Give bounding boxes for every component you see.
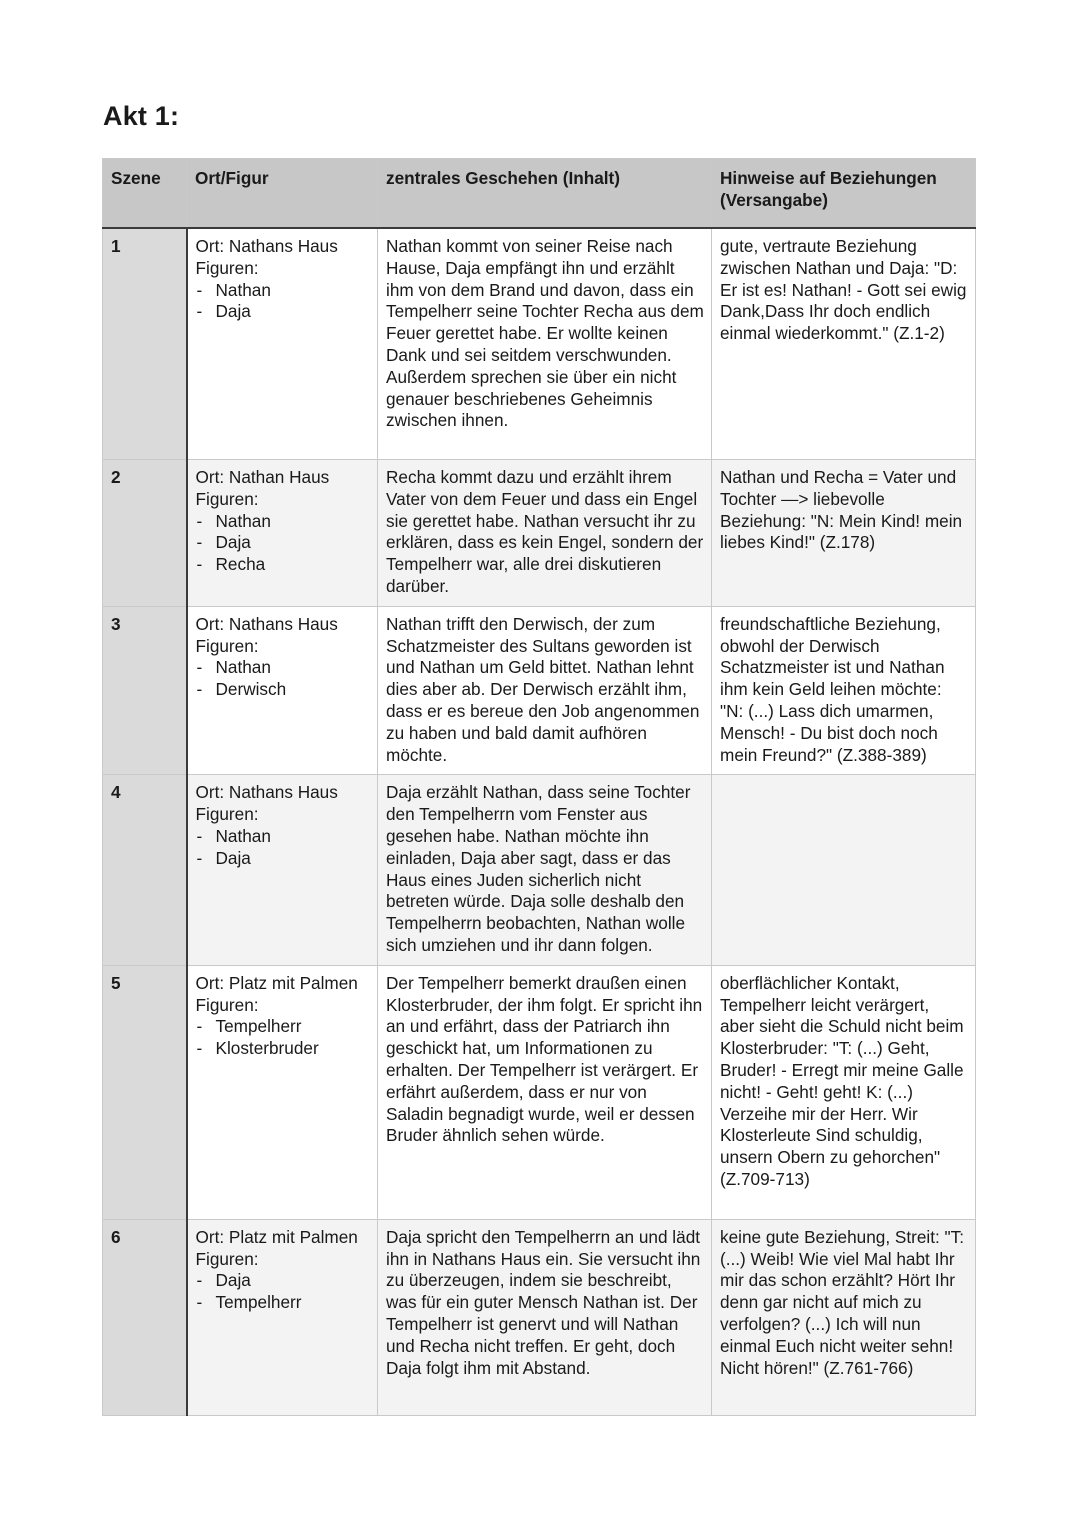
ort-figur-cell <box>187 228 378 460</box>
figuren-label: Figuren: <box>195 994 259 1015</box>
figuren-label: Figuren: <box>195 257 259 278</box>
inhalt-cell: Nathan kommt von seiner Reise nach Hause, Daja empfängt ihn und erzählt ihm von dem Brand und davon, dass ein Tempelherr seine Tochter Recha aus dem Feuer gerettet habe. Er wollte keinen Dank und sei seitdem verschwunden. Außerdem sprechen sie über ein nicht genauer beschriebenes Geheimnis zwischen ihnen. <box>378 228 712 460</box>
beziehung-cell <box>712 775 976 965</box>
beziehung-cell: oberflächlicher Kontakt, Tempelherr leicht verärgert, aber sieht die Schuld nicht beim Klosterbruder: "T: (...) Geht, Bruder! - Erregt mir meine Galle nicht! - Geht! geht! K: (...) Verzeihe mir der Herr. Wir Klosterleute Sind schuldig, unsern Obern zu gehorchen" (Z.709-713) <box>712 965 976 1219</box>
scene-number: 5 <box>103 965 187 1219</box>
figuren-list <box>196 280 371 324</box>
figuren-list <box>196 1016 371 1060</box>
table-row <box>103 1219 976 1415</box>
table-row <box>103 775 976 965</box>
figuren-list <box>196 826 371 870</box>
figuren-list <box>196 1270 371 1314</box>
beziehung-cell: gute, vertraute Beziehung zwischen Nathan und Daja: "D: Er ist es! Nathan! - Gott sei ewig Dank,Dass Ihr doch endlich einmal wiederkommt." (Z.1-2) <box>712 228 976 460</box>
table-row <box>103 965 976 1219</box>
figuren-label: Figuren: <box>195 488 259 509</box>
figuren-label: Figuren: <box>195 635 259 656</box>
figur-item: - Daja <box>196 532 371 554</box>
inhalt-cell: Recha kommt dazu und erzählt ihrem Vater von dem Feuer und dass ein Engel sie gerettet habe. Nathan versucht ihr zu erklären, dass es kein Engel, sondern der Tempelherr war, alle drei diskutieren darüber. <box>378 460 712 607</box>
figur-item: - Tempelherr <box>196 1292 371 1314</box>
ort-label: Ort: Nathans Haus <box>195 613 338 634</box>
figur-item: - Nathan <box>196 511 371 533</box>
inhalt-cell: Daja spricht den Tempelherrn an und lädt ihn in Nathans Haus ein. Sie versucht ihn zu überzeugen, indem sie beschreibt, was für ein guter Mensch Nathan ist. Der Tempelherr ist genervt und will Nathan und Recha nicht treffen. Er geht, doch Daja folgt ihm mit Abstand. <box>378 1219 712 1415</box>
table-row <box>103 228 976 460</box>
header-inhalt: zentrales Geschehen (Inhalt) <box>378 159 712 229</box>
ort-figur-cell <box>187 606 378 775</box>
figuren-label: Figuren: <box>195 1248 259 1269</box>
figur-item: - Tempelherr <box>196 1016 371 1038</box>
figur-item: - Derwisch <box>196 679 371 701</box>
inhalt-cell: Daja erzählt Nathan, dass seine Tochter den Tempelherrn vom Fenster aus gesehen habe. Nathan möchte ihn einladen, Daja aber sagt, dass er das Haus eines Juden sicherlich nicht betreten würde. Daja solle deshalb den Tempelherrn beobachten, Nathan wolle sich umziehen und ihr dann folgen. <box>378 775 712 965</box>
header-szene: Szene <box>103 159 187 229</box>
ort-label: Ort: Nathans Haus <box>195 236 338 256</box>
page-title: Akt 1: <box>103 101 180 131</box>
scene-number: 4 <box>103 775 187 965</box>
ort-label: Ort: Nathans Haus <box>195 782 338 803</box>
header-beziehungen: Hinweise auf Beziehungen (Versangabe) <box>712 159 976 229</box>
ort-figur-cell <box>187 775 378 965</box>
table-row <box>103 460 976 607</box>
scene-number: 1 <box>103 228 187 460</box>
figur-item: - Nathan <box>196 657 371 679</box>
inhalt-cell: Nathan trifft den Derwisch, der zum Schatzmeister des Sultans geworden ist und Nathan um Geld bittet. Nathan lehnt dies aber ab. Der Derwisch erzählt ihm, dass er es bereue den Job angenommen zu haben und bald damit aufhören möchte. <box>378 606 712 775</box>
table-row <box>103 606 976 775</box>
beziehung-cell: keine gute Beziehung, Streit: "T: (...) Weib! Wie viel Mal habt Ihr mir das schon erzählt? Hört Ihr denn gar nicht auf mich zu verfolgen? (...) Ich will nun einmal Euch nicht weiter sehn! Nicht hören!" (Z.761-766) <box>712 1219 976 1415</box>
figur-item: - Nathan <box>196 826 371 848</box>
scene-table <box>102 158 976 1416</box>
ort-figur-cell <box>187 965 378 1219</box>
figur-item: - Daja <box>196 301 371 323</box>
figur-item: - Nathan <box>196 280 371 302</box>
inhalt-cell: Der Tempelherr bemerkt draußen einen Klosterbruder, der ihm folgt. Er spricht ihn an und erfährt, dass der Patriarch ihn geschickt hat, um Informationen zu erhalten. Der Tempelherr ist verärgert. Er erfährt außerdem, dass er nur von Saladin begnadigt wurde, weil er dessen Bruder ähnlich sehen würde. <box>378 965 712 1219</box>
figur-item: - Recha <box>196 554 371 576</box>
scene-number: 2 <box>103 460 187 607</box>
figuren-label: Figuren: <box>195 804 259 825</box>
beziehung-cell: Nathan und Recha = Vater und Tochter —> liebevolle Beziehung: "N: Mein Kind! mein liebes Kind!" (Z.178) <box>712 460 976 607</box>
ort-label: Ort: Nathan Haus <box>195 467 330 487</box>
figur-item: - Klosterbruder <box>196 1038 371 1060</box>
table-header-row <box>103 159 976 229</box>
ort-figur-cell <box>187 460 378 607</box>
scene-number: 6 <box>103 1219 187 1415</box>
figur-item: - Daja <box>196 848 371 870</box>
figur-item: - Daja <box>196 1270 371 1292</box>
header-ort-figur: Ort/Figur <box>187 159 378 229</box>
figuren-list <box>196 511 371 576</box>
beziehung-cell: freundschaftliche Beziehung, obwohl der Derwisch Schatzmeister ist und Nathan ihm kein Geld leihen möchte: "N: (...) Lass dich umarmen, Mensch! - Du bist doch noch mein Freund?" (Z.388-389) <box>712 606 976 775</box>
figuren-list <box>196 657 371 701</box>
ort-figur-cell <box>187 1219 378 1415</box>
scene-number: 3 <box>103 606 187 775</box>
ort-label: Ort: Platz mit Palmen <box>195 972 358 993</box>
ort-label: Ort: Platz mit Palmen <box>195 1226 358 1247</box>
